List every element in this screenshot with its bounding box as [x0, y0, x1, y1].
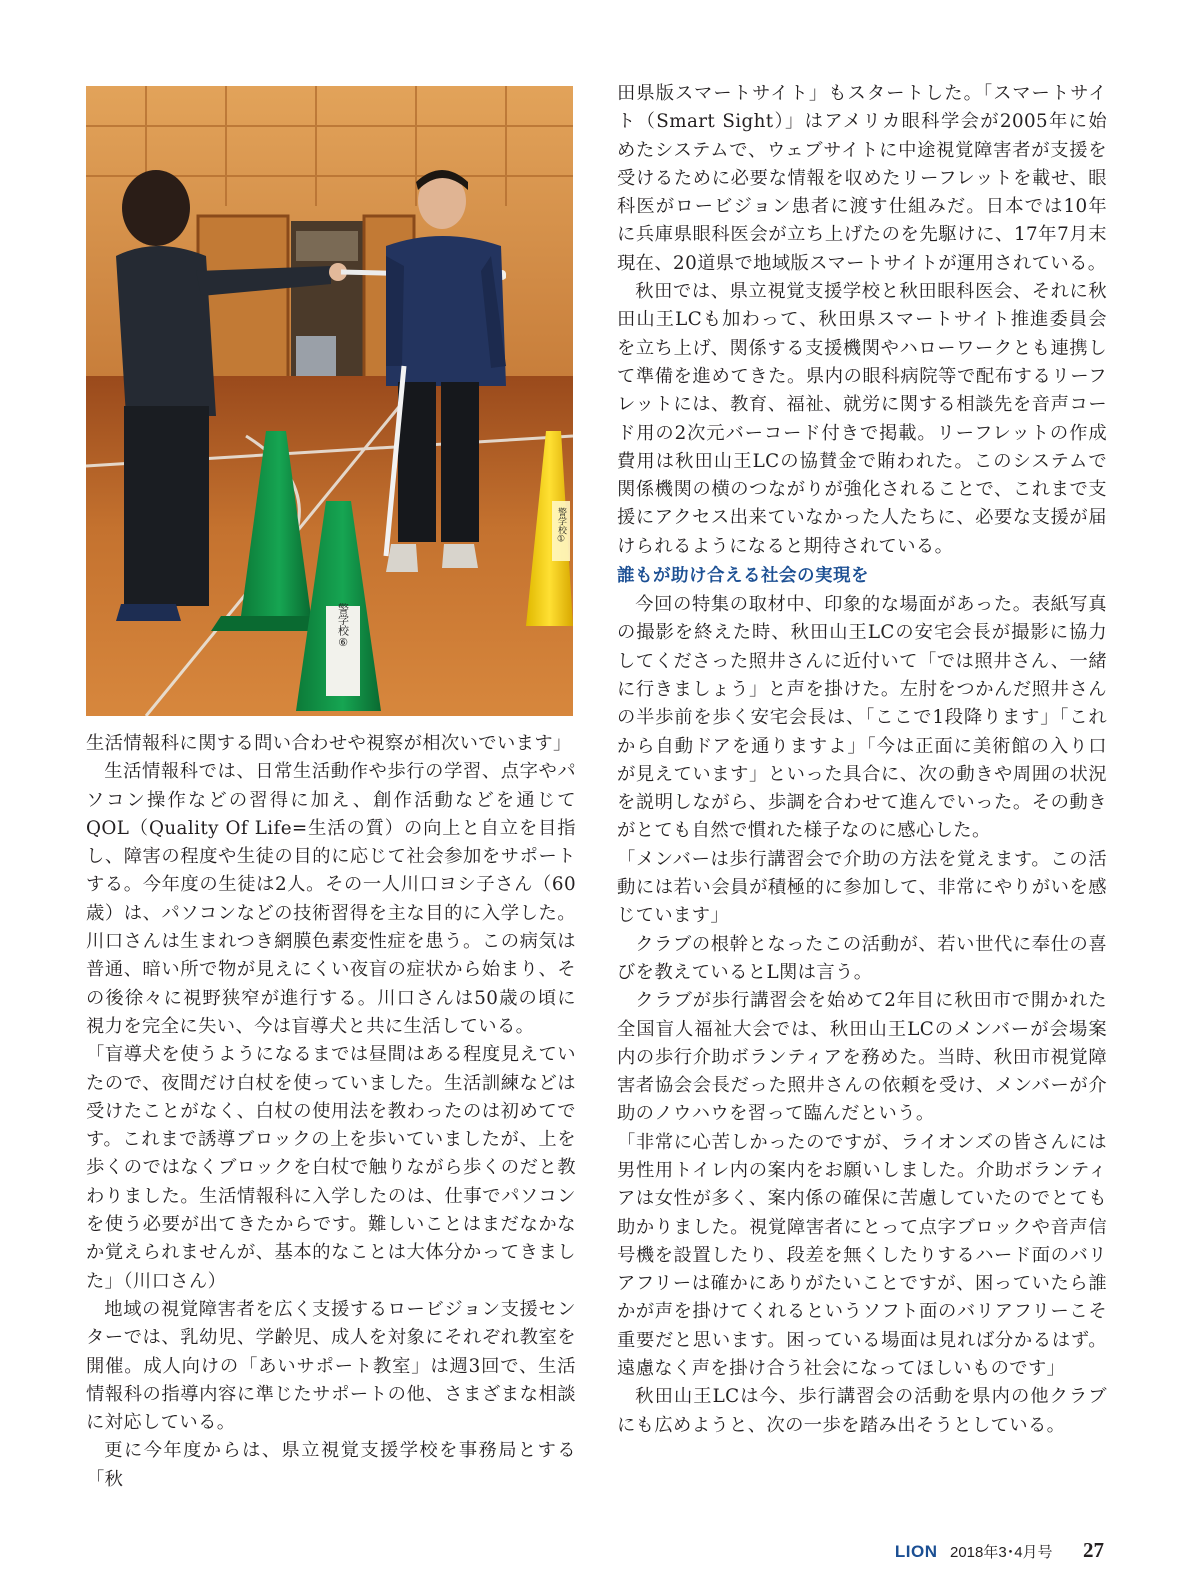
left-paragraph-4: 地域の視覚障害者を広く支援するロービジョン支援センターでは、乳幼児、学齢児、成人を対象にそれぞれ教室を開催。成人向けの「あいサポート教室」は週3回で、生活情報科の指導内容に準じたサポートの他、さまざまな相談に対応している。	[86, 1298, 576, 1434]
magazine-brand: LION	[894, 1542, 938, 1561]
cone-label-green: 警学校⑥	[336, 603, 350, 649]
cone-label-yellow: 警学校①	[556, 507, 566, 545]
right-paragraph-8: 秋田山王LCは今、歩行講習会の活動を県内の他クラブにも広めようと、次の一歩を踏み出そうとしている。	[617, 1386, 1107, 1436]
right-paragraph-3: 今回の特集の取材中、印象的な場面があった。表紙写真の撮影を終えた時、秋田山王LCの安宅会長が撮影に協力してくださった照井さんに近付いて「では照井さん、一緒に行きましょう」と声を掛けた。左肘をつかんだ照井さんの半歩前を歩く安宅会長は、「ここで1段降ります」「これから自動ドアを通りますよ」「今は正面に美術館の入り口が見えています」といった具合に、次の動きや周囲の状況を説明しながら、歩調を合わせて進んでいった。その動きがとても自然で慣れた様子なのに感心した。	[617, 594, 1107, 842]
right-paragraph-4: 「メンバーは歩行講習会で介助の方法を覚えます。この活動には若い会員が積極的に参加して、非常にやりがいを感じています」	[617, 848, 1107, 927]
page-footer	[895, 1538, 1104, 1563]
right-column	[617, 80, 1107, 1440]
left-column	[86, 730, 576, 1494]
left-paragraph-5: 更に今年度からは、県立視覚支援学校を事務局とする「秋	[86, 1440, 576, 1490]
left-paragraph-3: 「盲導犬を使うようになるまでは昼間はある程度見えていたので、夜間だけ白杖を使っていました。生活訓練などは受けたことがなく、白杖の使用法を教わったのは初めてです。これまで誘導ブロックの上を歩いていましたが、上を歩くのではなくブロックを白杖で触りながら歩くのだと教わりました。生活情報科に入学したのは、仕事でパソコンを使う必要が出てきたからです。難しいことはまだなかなか覚えられませんが、基本的なことは大体分かってきました」（川口さん）	[86, 1044, 576, 1292]
right-paragraph-2: 秋田では、県立視覚支援学校と秋田眼科医会、それに秋田山王LCも加わって、秋田県スマートサイト推進委員会を立ち上げ、関係する支援機関やハローワークとも連携して準備を進めてきた。県内の眼科病院等で配布するリーフレットには、教育、福祉、就労に関する相談先を音声コード用の2次元バーコード付きで掲載。リーフレットの作成費用は秋田山王LCの協賛金で賄われた。このシステムで関係機関の横のつながりが強化されることで、これまで支援にアクセス出来ていなかった人たちに、必要な支援が届けられるようになると期待されている。	[617, 281, 1107, 557]
left-paragraph-1: 生活情報科に関する問い合わせや視察が相次いでいます」	[86, 733, 572, 754]
right-paragraph-1: 田県版スマートサイト」もスタートした。「スマートサイト（Smart Sight）」はアメリカ眼科学会が2005年に始めたシステムで、ウェブサイトに中途視覚障害者が支援を受けるために必要な情報を収めたリーフレットを載せ、眼科医がロービジョン患者に渡す仕組みだ。日本では10年に兵庫県眼科医会が立ち上げたのを先駆けに、17年7月末現在、20道県で地域版スマートサイトが運用されている。	[617, 83, 1107, 274]
issue-date: 2018年3･4月号	[949, 1544, 1053, 1561]
right-paragraph-6: クラブが歩行講習会を始めて2年目に秋田市で開かれた全国盲人福祉大会では、秋田山王LCのメンバーが会場案内の歩行介助ボランティアを務めた。当時、秋田市視覚障害者協会会長だった照井さんの依頼を受け、メンバーが介助のノウハウを習って臨んだという。	[617, 990, 1107, 1125]
section-heading: 誰もが助け合える社会の実現を	[617, 566, 869, 587]
right-paragraph-5: クラブの根幹となったこの活動が、若い世代に奉仕の喜びを教えているとL関は言う。	[617, 933, 1107, 983]
article-photo	[86, 86, 573, 716]
right-paragraph-7: 「非常に心苦しかったのですが、ライオンズの皆さんには男性用トイレ内の案内をお願いしました。介助ボランティアは女性が多く、案内係の確保に苦慮していたのでとても助かりました。視覚障害者にとって点字ブロックや音声信号機を設置したり、段差を無くしたりするハード面のバリアフリーは確かにありがたいことですが、困っていたら誰かが声を掛けてくれるというソフト面のバリアフリーこそ重要だと思います。困っている場面は見れば分かるはず。遠慮なく声を掛け合う社会になってほしいものです」	[617, 1131, 1107, 1380]
page-number: 27	[1083, 1538, 1104, 1562]
left-paragraph-2: 生活情報科では、日常生活動作や歩行の学習、点字やパソコン操作などの習得に加え、創作活動などを通じてQOL（Quality Of Life=生活の質）の向上と自立を目指し、障害の程度や生徒の目的に応じて社会参加をサポートする。今年度の生徒は2人。その一人川口ヨシ子さん（60歳）は、パソコンなどの技術習得を主な目的に入学した。川口さんは生まれつき網膜色素変性症を患う。この病気は普通、暗い所で物が見えにくい夜盲の症状から始まり、その後徐々に視野狭窄が進行する。川口さんは50歳の頃に視力を完全に失い、今は盲導犬と共に生活している。	[86, 761, 576, 1037]
walking-training-photo	[86, 86, 573, 716]
